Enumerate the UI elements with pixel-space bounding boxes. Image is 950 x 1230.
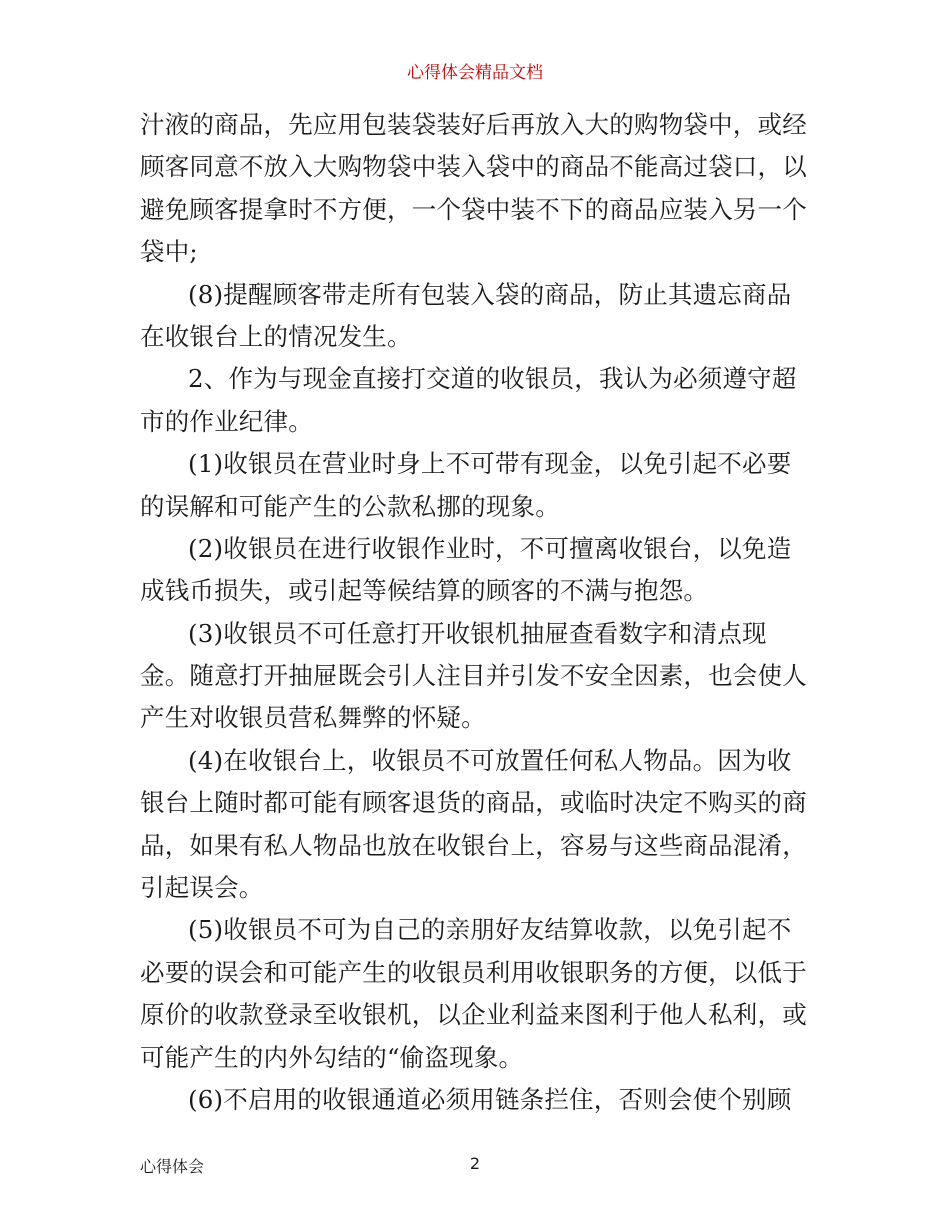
body-line: 顾客同意不放入大购物袋中装入袋中的商品不能高过袋口，以 — [140, 152, 807, 182]
body-line: 市的作业纪律。 — [140, 406, 313, 436]
body-line: 袋中; — [140, 237, 198, 267]
body-line: 原价的收款登录至收银机，以企业利益来图利于他人私利，或 — [140, 1000, 807, 1030]
body-line: (2)收银员在进行收银作业时，不可擅离收银台，以免造 — [188, 533, 792, 563]
body-line: 可能产生的内外勾结的“偷盗现象。 — [140, 1042, 524, 1072]
body-line: (8)提醒顾客带走所有包装入袋的商品，防止其遗忘商品 — [188, 279, 792, 309]
body-line: (4)在收银台上，收银员不可放置任何私人物品。因为收 — [188, 745, 792, 775]
body-line: 的误解和可能产生的公款私挪的现象。 — [140, 491, 560, 521]
body-line: 产生对收银员营私舞弊的怀疑。 — [140, 703, 486, 733]
body-line: 在收银台上的情况发生。 — [140, 321, 412, 351]
body-line: 必要的误会和可能产生的收银员利用收银职务的方便，以低于 — [140, 957, 807, 987]
body-line: (3)收银员不可任意打开收银机抽屉查看数字和清点现 — [188, 618, 767, 648]
body-line: 避免顾客提拿时不方便，一个袋中装不下的商品应装入另一个 — [140, 194, 807, 224]
body-line: (1)收银员在营业时身上不可带有现金，以免引起不必要 — [188, 449, 792, 479]
body-line: 引起误会。 — [140, 873, 264, 903]
footer-label: 心得体会 — [140, 1157, 205, 1176]
body-line: 银台上随时都可能有顾客退货的商品，或临时决定不购买的商 — [140, 788, 807, 818]
body-line: 2、作为与现金直接打交道的收银员，我认为必须遵守超 — [188, 364, 797, 394]
page-number: 2 — [469, 1154, 481, 1173]
body-line: 成钱币损失，或引起等候结算的顾客的不满与抱怨。 — [140, 576, 709, 606]
body-line: (5)收银员不可为自己的亲朋好友结算收款，以免引起不 — [188, 915, 792, 945]
body-line: 金。随意打开抽屉既会引人注目并引发不安全因素，也会使人 — [140, 661, 807, 691]
document-body — [140, 104, 812, 1121]
body-line: 汁液的商品，先应用包装袋装好后再放入大的购物袋中，或经 — [140, 110, 807, 139]
body-line: 品，如果有私人物品也放在收银台上，容易与这些商品混淆， — [140, 830, 807, 860]
document-header-title: 心得体会精品文档 — [407, 63, 543, 83]
body-line: (6)不启用的收银通道必须用链条拦住，否则会使个别顾 — [188, 1084, 792, 1114]
